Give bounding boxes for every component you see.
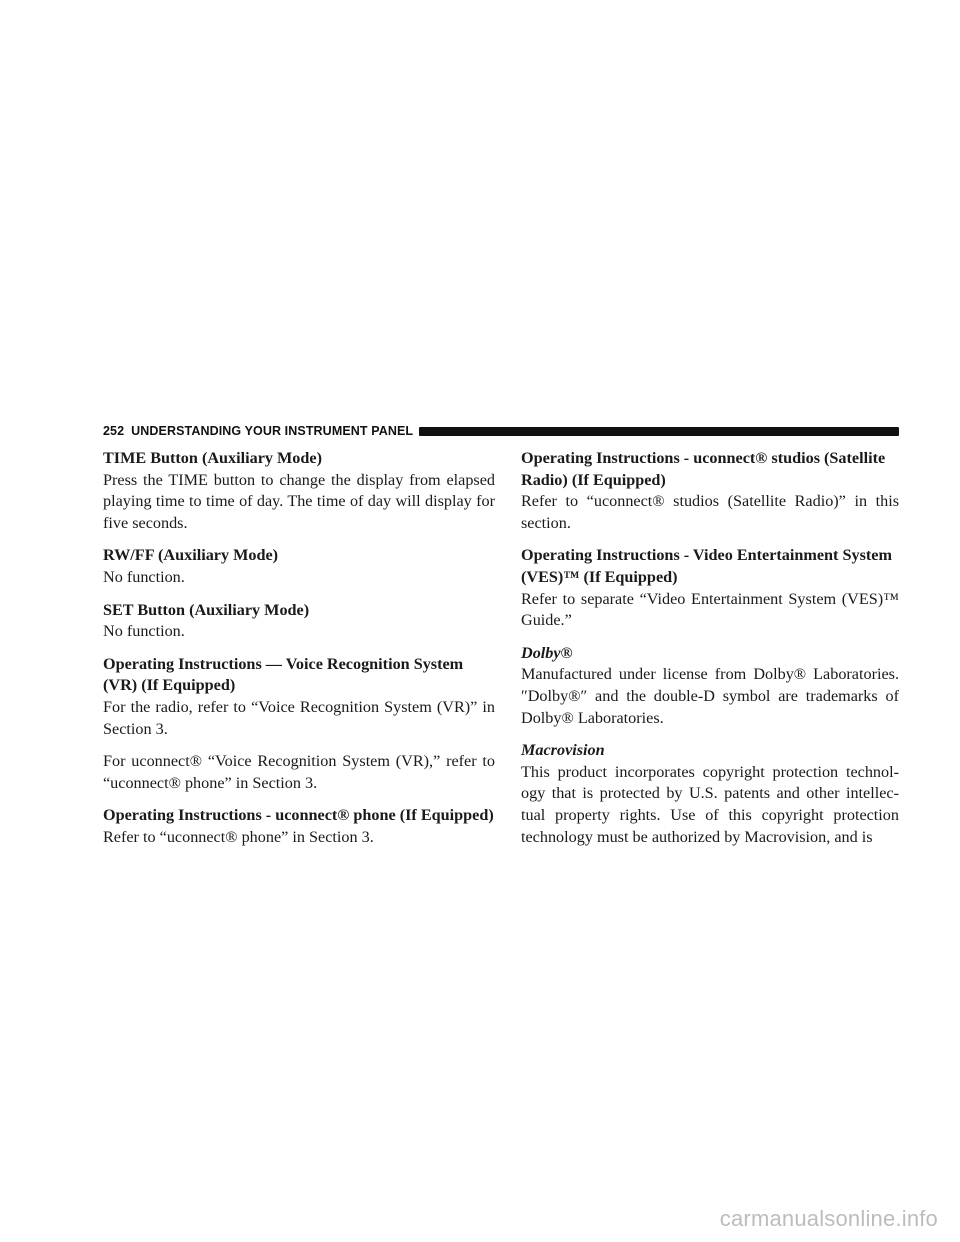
section-heading: SET Button (Auxiliary Mode) [103,600,310,619]
section-heading: Dolby® [521,643,573,662]
right-column [521,448,899,859]
section-heading: RW/FF (Auxiliary Mode) [103,546,279,565]
section-paragraph: Press the TIME button to change the display from elapsed playing time to time of day. The time of day will display for five seconds. [103,470,495,532]
running-title: UNDERSTANDING YOUR INSTRUMENT PANEL [131,424,414,438]
section-rw-ff [103,545,495,588]
section-heading: TIME Button (Auxiliary Mode) [103,449,322,467]
section-uconnect-phone [103,805,495,848]
section-heading: Macrovision [521,741,605,760]
footer-watermark: carmanualsonline.info [719,1206,938,1231]
section-dolby [521,643,899,729]
section-paragraph: Refer to “uconnect® studios (Satellite Radio)” in this section. [521,492,899,532]
section-uconnect-studios [521,448,899,534]
section-paragraph: Refer to “uconnect® phone” in Section 3. [103,827,374,846]
section-set-button [103,600,495,643]
section-heading: Operating Instructions - uconnect® phone (If Equipped) [103,806,494,825]
section-paragraph: For the radio, refer to “Voice Recognition System (VR)” in Section 3. [103,697,495,738]
header-rule [419,427,899,436]
section-paragraph: For uconnect® “Voice Recognition System (VR),” refer to “uconnect® phone” in Section 3. [103,752,495,792]
running-header [103,422,899,440]
section-paragraph: Manufactured under license from Dolby® Laboratories. ″Dolby®″ and the double-D symbol are trademarks of Dolby® Laboratories. [521,665,899,727]
section-macrovision [521,740,899,848]
section-heading: Operating Instructions - uconnect® studios (Satellite Radio) (If Equipped) [521,449,886,489]
section-voice-recognition [103,654,495,795]
section-heading: Operating Instructions - Video Entertainment System (VES)™ (If Equipped) [521,546,892,586]
section-time-button [103,448,495,534]
section-heading: Operating Instructions — Voice Recognition System (VR) (If Equipped) [103,654,464,695]
section-paragraph: This product incorporates copyright protection technol-ogy that is protected by U.S. patents and other intellec-tual property rights. Use of this copyright protection technology must be authorized by Macrovision, and is [521,762,899,846]
section-paragraph: Refer to separate “Video Entertainment System (VES)™ Guide.” [521,589,899,630]
left-column [103,448,495,860]
section-paragraph: No function. [103,567,185,586]
section-video-entertainment [521,545,899,631]
section-paragraph: No function. [103,622,185,641]
page-number: 252 [103,424,125,438]
